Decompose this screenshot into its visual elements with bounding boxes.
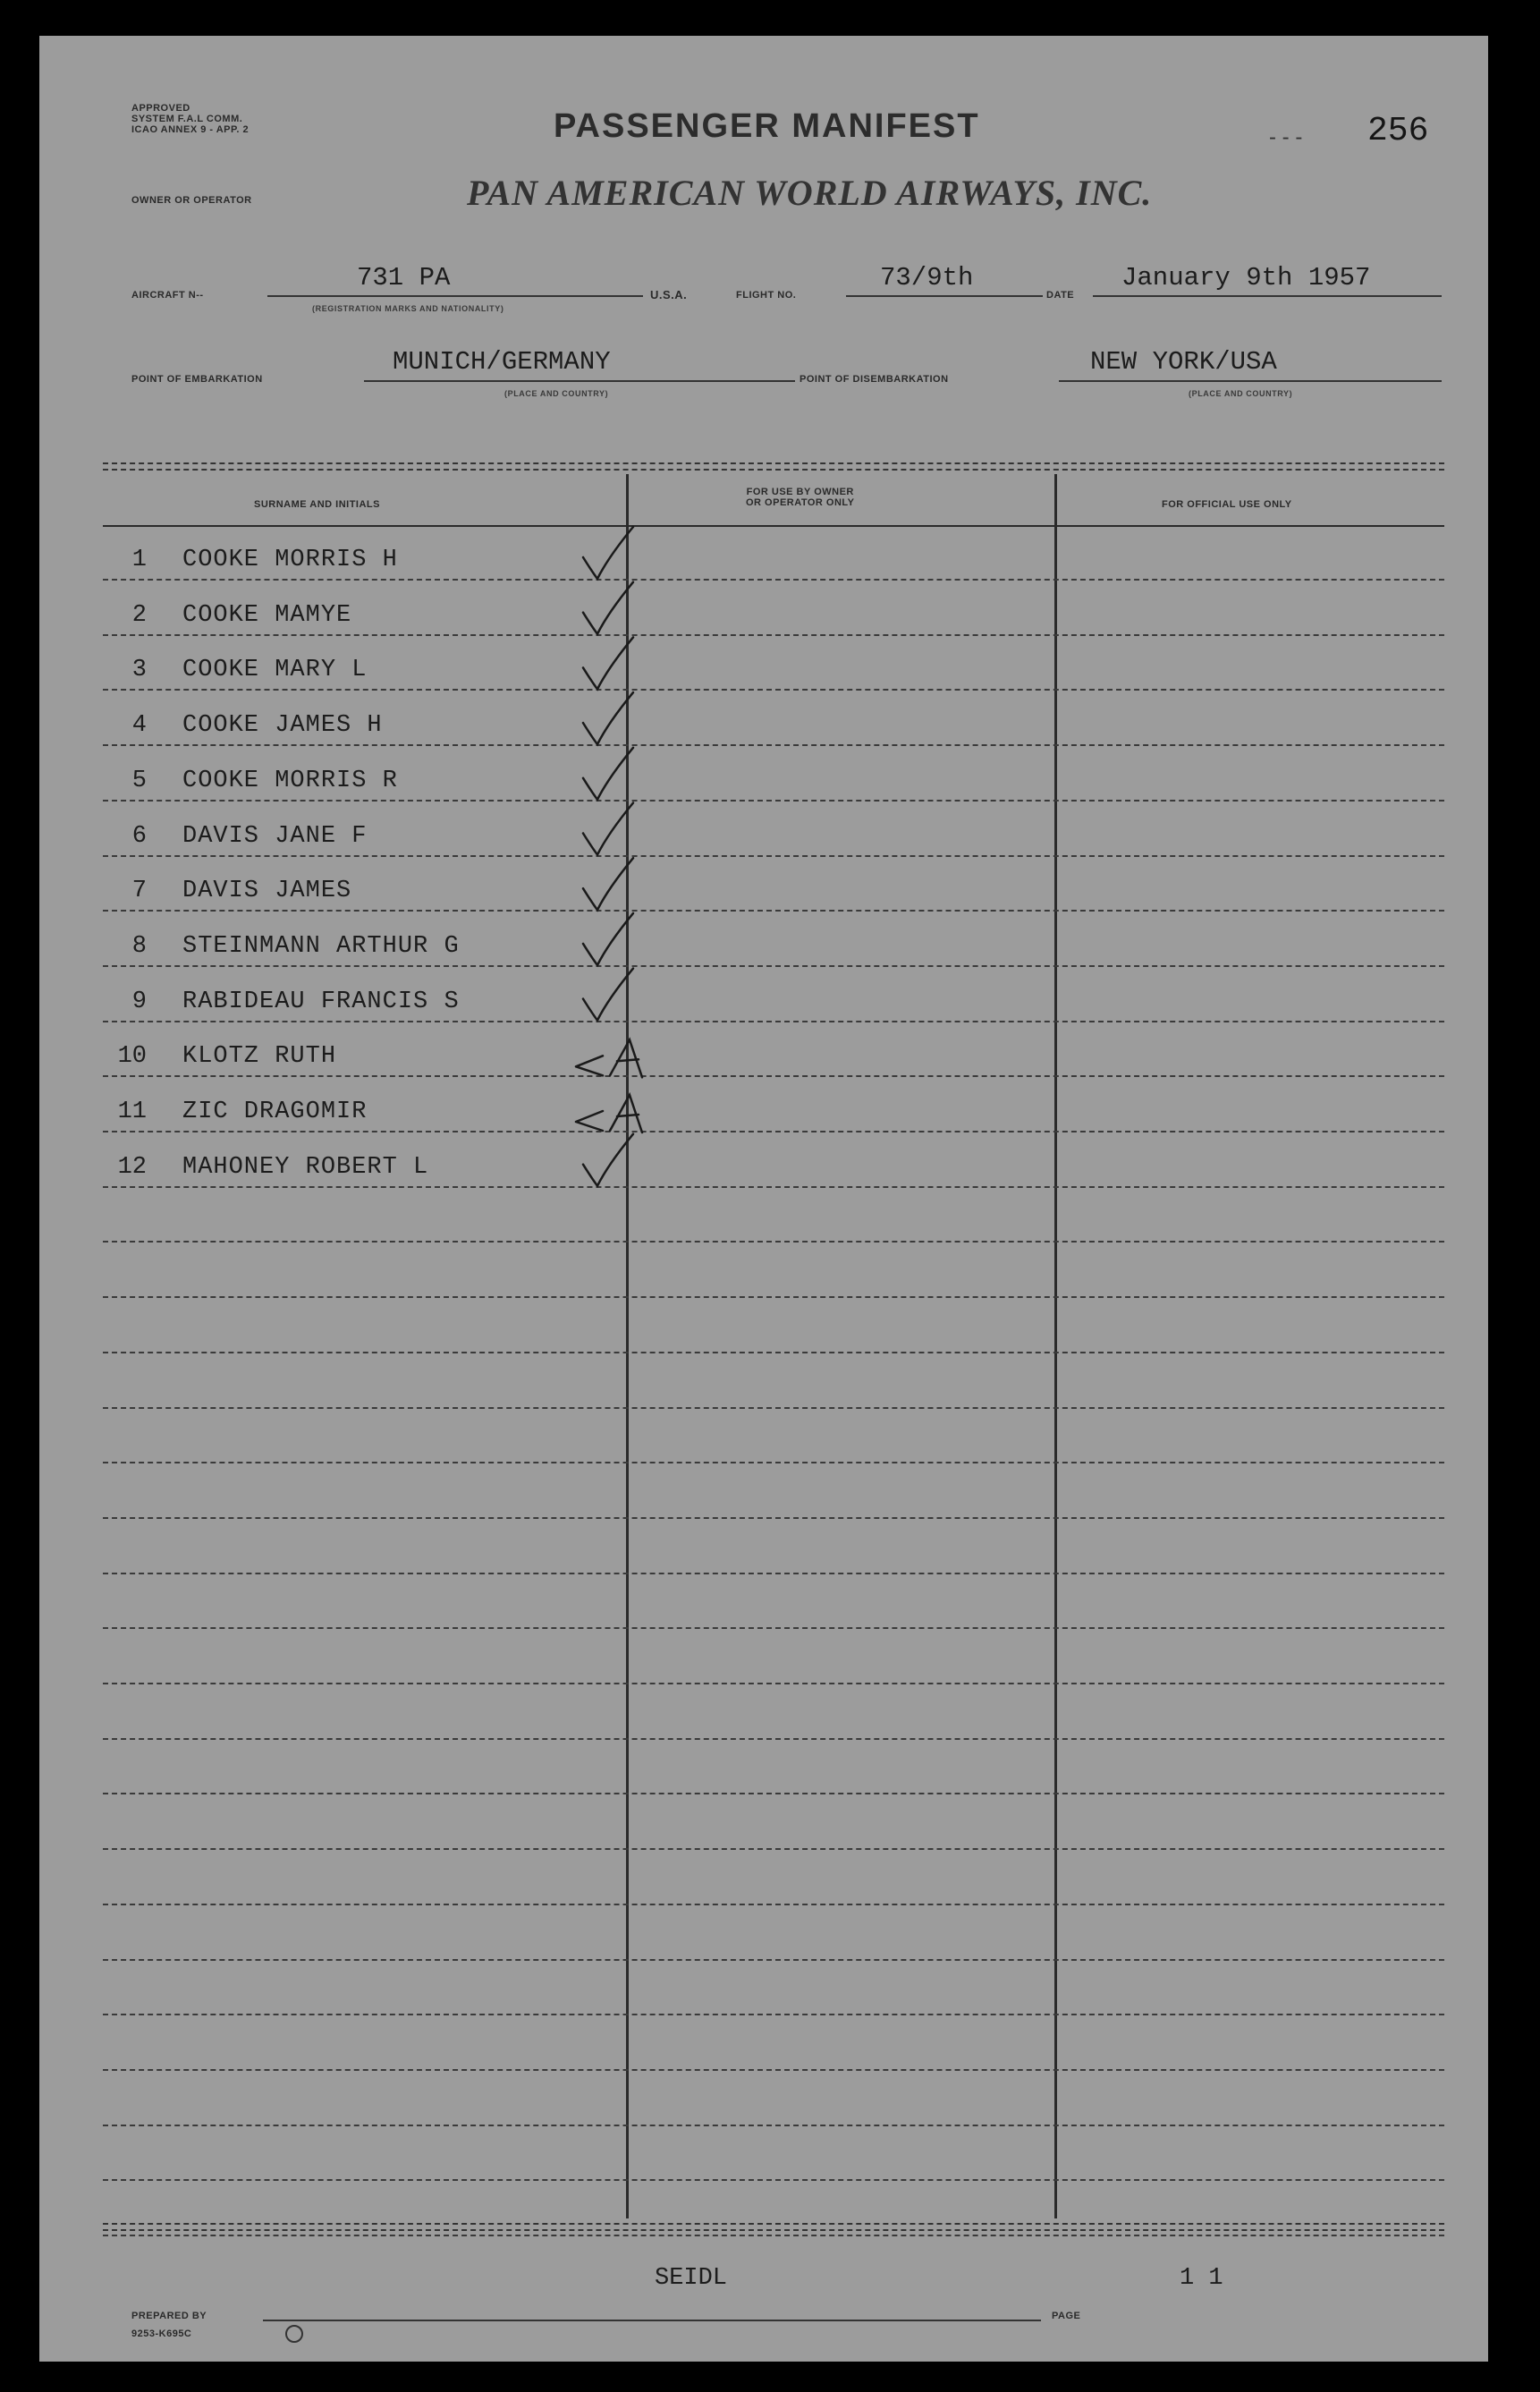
- owner-use-line-2: OR OPERATOR ONLY: [746, 497, 855, 508]
- form-number: 9253-K695C: [131, 2328, 192, 2339]
- passenger-number: 12: [117, 1154, 147, 1181]
- union-bug-icon: [285, 2325, 303, 2343]
- country-label: U.S.A.: [650, 288, 688, 301]
- page-number-stamp: 256: [1367, 112, 1429, 150]
- embarkation-place: MUNICH/GERMANY: [393, 347, 611, 377]
- check-mark: [583, 858, 633, 910]
- check-mark: [583, 803, 633, 855]
- prepared-by-line: [263, 2320, 1041, 2321]
- page-label: PAGE: [1052, 2311, 1081, 2321]
- manifest-sheet: [39, 36, 1488, 2362]
- signature-name: SEIDL: [655, 2265, 728, 2292]
- check-mark: [583, 527, 633, 579]
- check-mark: [583, 582, 633, 634]
- passenger-number: 3: [131, 657, 147, 683]
- passenger-name: DAVIS JAMES: [182, 878, 352, 904]
- passenger-name: COOKE MORRIS H: [182, 547, 398, 573]
- prepared-by-label: PREPARED BY: [131, 2311, 207, 2321]
- check-mark: [583, 748, 633, 800]
- passenger-number: 2: [131, 602, 147, 629]
- column-header-surname: SURNAME AND INITIALS: [254, 499, 380, 510]
- owner-use-line-1: FOR USE BY OWNER: [746, 487, 854, 497]
- disembarkation-label: POINT OF DISEMBARKATION: [800, 374, 949, 385]
- check-mark: [583, 692, 633, 744]
- passenger-name: KLOTZ RUTH: [182, 1043, 337, 1070]
- aircraft-label: AIRCRAFT N--: [131, 290, 204, 301]
- aircraft-number: 731 PA: [357, 263, 451, 293]
- passenger-name: STEINMANN ARTHUR G: [182, 933, 460, 960]
- passenger-name: COOKE MARY L: [182, 657, 368, 683]
- passenger-number: 4: [131, 712, 147, 739]
- passenger-name: COOKE MAMYE: [182, 602, 352, 629]
- passenger-name: DAVIS JANE F: [182, 823, 368, 850]
- embarkation-label: POINT OF EMBARKATION: [131, 374, 263, 385]
- passenger-number: 7: [131, 878, 147, 904]
- check-mark: [583, 1134, 633, 1186]
- approval-line-1: APPROVED: [131, 103, 190, 114]
- flight-number: 73/9th: [880, 263, 974, 293]
- check-mark: [583, 969, 633, 1021]
- disembarkation-caption: (PLACE AND COUNTRY): [1189, 389, 1293, 398]
- passenger-number: 5: [131, 768, 147, 794]
- check-mark: [583, 913, 633, 965]
- passenger-name: MAHONEY ROBERT L: [182, 1154, 429, 1181]
- passenger-name: ZIC DRAGOMIR: [182, 1098, 368, 1125]
- passenger-name: RABIDEAU FRANCIS S: [182, 988, 460, 1015]
- passenger-number: 6: [131, 823, 147, 850]
- flight-date: January 9th 1957: [1121, 263, 1371, 293]
- aircraft-caption: (REGISTRATION MARKS AND NATIONALITY): [312, 304, 504, 313]
- passenger-name: COOKE MORRIS R: [182, 768, 398, 794]
- date-label: DATE: [1046, 290, 1075, 301]
- handwritten-check-marks: [39, 36, 1488, 2362]
- stamp-dashes: - - -: [1269, 125, 1303, 149]
- owner-label: OWNER OR OPERATOR: [131, 195, 252, 206]
- approval-line-2: SYSTEM F.A.L COMM.: [131, 114, 243, 124]
- disembarkation-place: NEW YORK/USA: [1090, 347, 1277, 377]
- approval-line-3: ICAO ANNEX 9 - APP. 2: [131, 124, 250, 135]
- passenger-number: 9: [131, 988, 147, 1015]
- page-count: 1 1: [1180, 2265, 1223, 2292]
- passenger-name: COOKE JAMES H: [182, 712, 383, 739]
- form-title: PASSENGER MANIFEST: [554, 107, 980, 145]
- operator-name: PAN AMERICAN WORLD AIRWAYS, INC.: [467, 173, 1153, 213]
- passenger-number: 10: [117, 1043, 147, 1070]
- a-mark: [576, 1095, 642, 1132]
- passenger-number: 8: [131, 933, 147, 960]
- a-mark: [576, 1039, 642, 1077]
- passenger-number: 11: [117, 1098, 147, 1125]
- column-header-official-use: FOR OFFICIAL USE ONLY: [1162, 499, 1292, 510]
- check-mark: [583, 637, 633, 689]
- table-bottom-border: [103, 2223, 1444, 2231]
- passenger-number: 1: [131, 547, 147, 573]
- embarkation-caption: (PLACE AND COUNTRY): [504, 389, 609, 398]
- flight-label: FLIGHT NO.: [736, 290, 797, 301]
